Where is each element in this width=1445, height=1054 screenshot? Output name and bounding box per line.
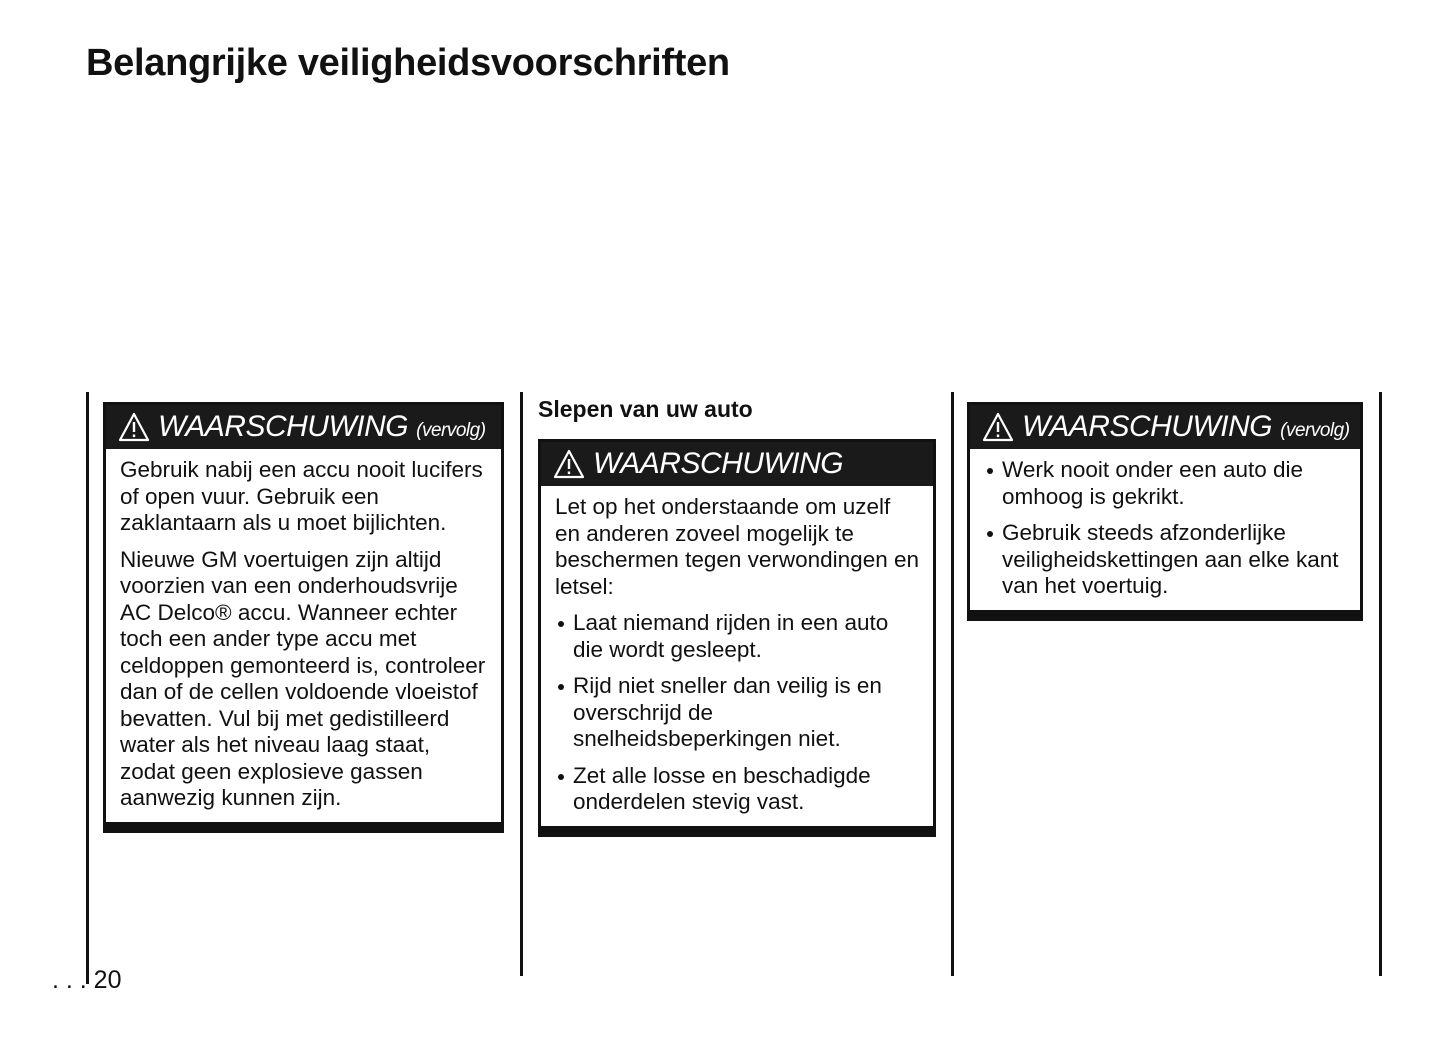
warning-banner: [106, 405, 501, 449]
warning-banner: [970, 405, 1360, 449]
page-title: Belangrijke veiligheidsvoorschriften: [86, 42, 730, 84]
warning-paragraph: Gebruik nabij een accu nooit lucifers of open vuur. Gebruik een zaklantaarn als u moet bijlichten.: [120, 457, 483, 535]
warning-banner: [541, 442, 933, 486]
column-rule-middle: [520, 392, 523, 976]
warning-box-right: [967, 402, 1363, 621]
column-rule-right: [951, 392, 954, 976]
warning-triangle-icon: [553, 449, 585, 479]
column-rule-left: [86, 392, 89, 984]
warning-body: [541, 486, 933, 826]
warning-heading-suffix: (vervolg): [1280, 420, 1350, 441]
warning-triangle-icon: [982, 412, 1014, 442]
warning-triangle-icon: [118, 412, 150, 442]
warning-heading: WAARSCHUWING: [158, 410, 409, 443]
list-item: Laat niemand rijden in een auto die wordt gesleept.: [555, 610, 919, 663]
section-heading: Slepen van uw auto: [538, 396, 753, 422]
list-item: Rijd niet sneller dan veilig is en overschrijd de snelheidsbeperkingen niet.: [555, 673, 919, 753]
column-rule-far-right: [1379, 392, 1382, 976]
warning-body: [970, 449, 1360, 610]
warning-box-middle: [538, 439, 936, 837]
warning-list: [555, 610, 919, 816]
list-item: Werk nooit onder een auto die omhoog is gekrikt.: [984, 457, 1346, 510]
warning-paragraph: Nieuwe GM voertuigen zijn altijd voorzien van een onderhoudsvrije AC Delco® accu. Wanneer echter toch een ander type accu met celdoppen gemonteerd is, controleer dan of de cellen voldoende vloeistof bevatten. Vul bij met gedistilleerd water als het niveau laag staat, zodat geen explosieve gassen aanwezig kunnen zijn.: [120, 546, 486, 810]
warning-heading-suffix: (vervolg): [416, 420, 486, 441]
warning-box-left: [103, 402, 504, 833]
warning-intro: Let op het onderstaande om uzelf en anderen zoveel mogelijk te beschermen tegen verwondingen en letsel:: [555, 494, 919, 599]
warning-body: [106, 449, 501, 822]
warning-heading: WAARSCHUWING: [593, 447, 844, 480]
list-item: Zet alle losse en beschadigde onderdelen stevig vast.: [555, 763, 919, 816]
page-number: . . . 20: [52, 966, 122, 994]
warning-list: [984, 457, 1346, 600]
list-item: Gebruik steeds afzonderlijke veiligheidskettingen aan elke kant van het voertuig.: [984, 520, 1346, 600]
warning-heading: WAARSCHUWING: [1022, 410, 1273, 443]
